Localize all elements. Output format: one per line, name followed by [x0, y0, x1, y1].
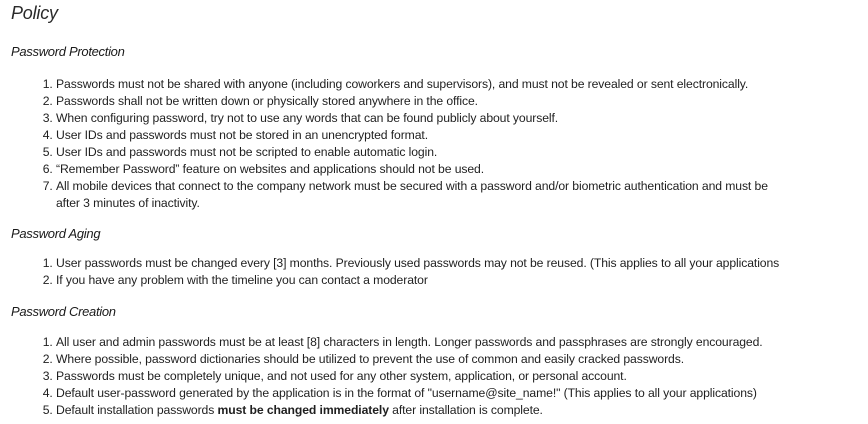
page-title: Policy: [11, 3, 58, 23]
list-item: 5. User IDs and passwords must not be scripted to enable automatic login.: [56, 144, 868, 161]
list-item: 1. Passwords must not be shared with anyone (including coworkers and supervisors), and must not be revealed or sent electronically.: [56, 76, 868, 93]
list-item: 3. When configuring password, try not to use any words that can be found publicly about yourself.: [56, 110, 868, 127]
list-item: 6. “Remember Password” feature on websites and applications should not be used.: [56, 161, 868, 178]
list-item: 2. Passwords shall not be written down or physically stored anywhere in the office.: [56, 93, 868, 110]
list-item: 1. All user and admin passwords must be at least [8] characters in length. Longer passwords and passphrases are strongly encouraged.: [56, 334, 868, 351]
list-item-text-continuation: after 3 minutes of inactivity.: [56, 196, 200, 210]
password-creation-list: [11, 334, 868, 419]
emphasis-text: must be changed immediately: [217, 403, 389, 417]
list-item: 4. User IDs and passwords must not be stored in an unencrypted format.: [56, 127, 868, 144]
list-item: 1. User passwords must be changed every [3] months. Previously used passwords may not be reused. (This applies to all your applications: [56, 255, 868, 272]
list-item-text: Default installation passwords: [56, 403, 218, 417]
list-item: [56, 402, 868, 419]
policy-document: [11, 0, 868, 419]
password-protection-list: [11, 76, 868, 212]
list-item: 2. Where possible, password dictionaries should be utilized to prevent the use of common and easily cracked passwords.: [56, 351, 868, 368]
section-heading-password-aging: Password Aging: [11, 226, 101, 241]
list-item-text: after installation is complete.: [388, 403, 543, 417]
list-item-text: All mobile devices that connect to the company network must be secured with a password and/or biometric authentication and must be: [56, 179, 768, 193]
section-heading-password-creation: Password Creation: [11, 304, 116, 319]
section-heading-password-protection: Password Protection: [11, 44, 125, 59]
list-item: 3. Passwords must be completely unique, and not used for any other system, application, or personal account.: [56, 368, 868, 385]
list-item: 4. Default user-password generated by the application is in the format of "username@site_name!" (This applies to all your applications): [56, 385, 868, 402]
list-item: 2. If you have any problem with the timeline you can contact a moderator: [56, 272, 868, 289]
password-aging-list: [11, 255, 868, 289]
list-item: [56, 178, 868, 212]
